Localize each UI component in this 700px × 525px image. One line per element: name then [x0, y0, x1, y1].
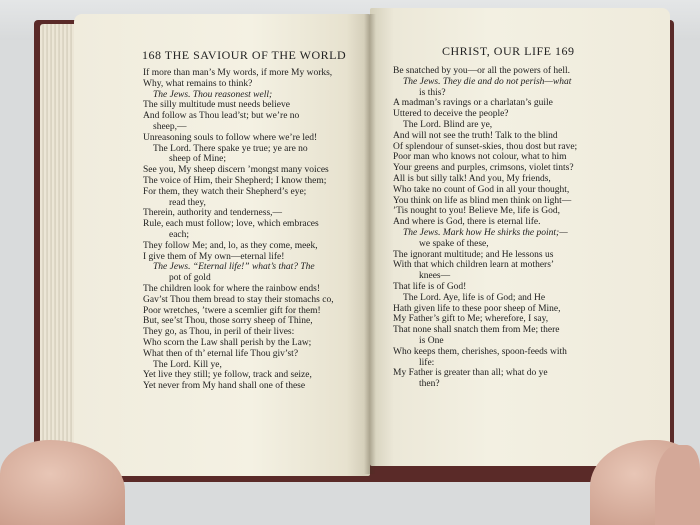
text-line: And follow as Thou lead’st; but we’re no	[143, 111, 300, 122]
text-line: Uttered to deceive the people?	[393, 109, 509, 120]
text-line: But, see’st Thou, those sorry sheep of Thine,	[143, 316, 313, 327]
text-line: Who scorn the Law shall perish by the Law;	[143, 337, 312, 348]
left-page-text	[143, 68, 355, 392]
text-line: The Jews. Mark how He shirks the point;—	[403, 227, 568, 238]
text-line: They follow Me; and, lo, as they come, meek,	[143, 240, 318, 251]
text-line: A madman’s ravings or a charlatan’s guile	[393, 98, 553, 109]
right-running-head: CHRIST, OUR LIFE 169	[442, 44, 575, 58]
text-line: knees—	[419, 271, 451, 282]
text-line: Who keeps them, cherishes, spoon-feeds with	[393, 346, 567, 357]
text-line: The Lord. Aye, life is of God; and He	[403, 292, 546, 303]
text-line: That none shall snatch them from Me; there	[393, 325, 560, 336]
text-line: Who take no count of God in all your thought,	[393, 184, 570, 195]
text-line: I give them of My own—eternal life!	[143, 251, 285, 262]
text-line: Be snatched by you—or all the powers of hell.	[393, 66, 571, 76]
text-line: My Father’s gift to Me; wherefore, I say,	[393, 314, 549, 325]
text-line: Of splendour of sunset-skies, thou dost but rave;	[393, 141, 578, 152]
text-line: All is but silly talk! And you, My friends,	[393, 173, 551, 184]
text-line: ’Tis nought to you! Believe Me, life is God,	[393, 206, 560, 217]
text-line: Hath given life to these poor sheep of Mine,	[393, 303, 561, 314]
text-line: The Jews. Thou reasonest well;	[153, 89, 273, 100]
text-line: For them, they watch their Shepherd’s eye;	[143, 186, 307, 197]
text-line: we spake of these,	[419, 238, 489, 249]
text-line: That life is of God!	[393, 281, 467, 292]
text-line: read they,	[169, 197, 206, 208]
right-page-text	[393, 66, 615, 390]
text-line: Gav’st Thou them bread to stay their stomachs co,	[143, 294, 334, 305]
text-line: And where is God, there is eternal life.	[393, 217, 541, 228]
text-line: is One	[419, 335, 444, 346]
right-finger	[655, 445, 700, 525]
text-line: sheep,—	[153, 121, 187, 132]
book-gutter	[364, 14, 376, 474]
text-line: The Jews. “Eternal life!” what’s that? The	[153, 262, 315, 273]
text-line: The Lord. Blind are ye,	[403, 119, 493, 130]
text-line: The Jews. They die and do not perish—what	[403, 76, 572, 87]
text-line: The voice of Him, their Shepherd; I know them;	[143, 175, 327, 186]
text-line: each;	[169, 229, 190, 240]
text-line: The children look for where the rainbow ends!	[143, 283, 321, 294]
text-line: Yet live they still; ye follow, track and seize,	[143, 370, 312, 381]
text-line: life:	[419, 357, 435, 368]
text-line: You think on life as blind men think on light—	[393, 195, 572, 206]
text-line: Therein, authority and tenderness,—	[143, 208, 283, 219]
text-line: If more than man’s My words, if more My works,	[143, 68, 333, 78]
text-line: Poor wretches, ’twere a scemlier gift for them!	[143, 305, 321, 316]
left-running-head: 168 THE SAVIOUR OF THE WORLD	[142, 48, 347, 62]
text-line: Poor man who knows not colour, what to him	[393, 152, 567, 163]
text-line: Your greens and purples, crimsons, violet tints?	[393, 163, 574, 174]
text-line: They go, as Thou, in peril of their lives:	[143, 327, 295, 338]
text-line: What then of th’ eternal life Thou giv’st?	[143, 348, 299, 359]
text-line: See you, My sheep discern ’mongst many voices	[143, 165, 329, 176]
text-line: With that which children learn at mothers’	[393, 260, 555, 271]
text-line: Why, what remains to think?	[143, 78, 253, 89]
text-line: The silly multitude must needs believe	[143, 100, 290, 111]
text-line: My Father is greater than all; what do ye	[393, 368, 548, 379]
text-line: And will not see the truth! Talk to the blind	[393, 130, 558, 141]
text-line: The ignorant multitude; and He lessons us	[393, 249, 554, 260]
text-line: The Lord. There spake ye true; ye are no	[153, 143, 308, 154]
text-line: The Lord. Kill ye,	[153, 359, 222, 370]
text-line: sheep of Mine;	[169, 154, 226, 165]
text-line: then?	[419, 379, 440, 390]
text-line: is this?	[419, 87, 446, 98]
text-line: Yet never from My hand shall one of these	[143, 381, 306, 392]
text-line: pot of gold	[169, 273, 211, 284]
text-line: Unreasoning souls to follow where we’re led!	[143, 132, 318, 143]
text-line: Rule, each must follow; love, which embraces	[143, 219, 319, 230]
